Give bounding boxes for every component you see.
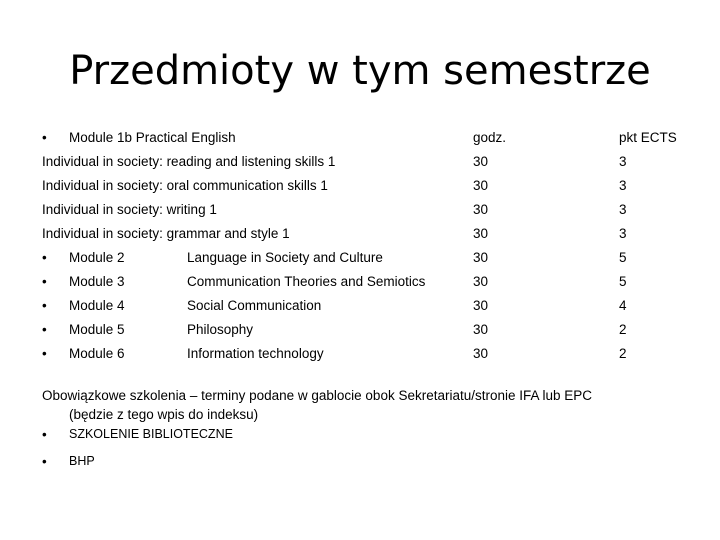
table-row (42, 274, 692, 298)
module-hours: 30 (473, 274, 489, 289)
slide-content (42, 130, 692, 478)
module-ects: 5 (619, 274, 627, 289)
table-row (42, 226, 692, 250)
slide-title: Przedmioty w tym semestrze (69, 48, 651, 94)
module-hours: 30 (473, 250, 489, 265)
module-ects: 2 (619, 346, 627, 361)
list-item (42, 427, 692, 451)
course-ects: 3 (619, 154, 627, 169)
course-ects: 3 (619, 178, 627, 193)
module-ects: 2 (619, 322, 627, 337)
course-name: Individual in society: reading and listening skills 1 (42, 154, 336, 169)
course-hours: 30 (473, 226, 489, 241)
module-label: Module 2 (69, 250, 125, 265)
module-hours: 30 (473, 298, 489, 313)
bullet-icon: • (42, 427, 47, 442)
table-row (42, 178, 692, 202)
hours-column-header: godz. (473, 130, 507, 145)
module-ects: 5 (619, 250, 627, 265)
ects-column-header: pkt ECTS (619, 130, 677, 145)
module-label: Module 6 (69, 346, 125, 361)
table-row (42, 346, 692, 370)
table-row (42, 250, 692, 274)
course-ects: 3 (619, 202, 627, 217)
table-row (42, 322, 692, 346)
module-name: Information technology (187, 346, 324, 361)
course-name: Individual in society: grammar and style 1 (42, 226, 290, 241)
module-hours: 30 (473, 346, 489, 361)
module-name: Communication Theories and Semiotics (187, 274, 426, 289)
bullet-icon: • (42, 322, 47, 337)
module-name: Social Communication (187, 298, 322, 313)
bullet-icon: • (42, 274, 47, 289)
training-item: BHP (69, 454, 95, 468)
mandatory-training-note (42, 386, 692, 424)
course-hours: 30 (473, 178, 489, 193)
bullet-icon: • (42, 298, 47, 313)
module-label: Module 5 (69, 322, 125, 337)
training-item: SZKOLENIE BIBLIOTECZNE (69, 427, 233, 441)
bullet-icon: • (42, 130, 47, 145)
course-hours: 30 (473, 154, 489, 169)
module-name: Philosophy (187, 322, 254, 337)
course-hours: 30 (473, 202, 489, 217)
table-header-row (42, 130, 692, 154)
course-name: Individual in society: writing 1 (42, 202, 217, 217)
course-name: Individual in society: oral communication skills 1 (42, 178, 328, 193)
module-label: Module 3 (69, 274, 125, 289)
note-line-1: Obowiązkowe szkolenia – terminy podane w gablocie obok Sekretariatu/stronie IFA lub EPC (42, 388, 593, 403)
spacer (42, 370, 692, 386)
bullet-icon: • (42, 454, 47, 469)
bullet-icon: • (42, 250, 47, 265)
module-label: Module 4 (69, 298, 125, 313)
note-line-2: (będzie z tego wpis do indeksu) (69, 407, 259, 422)
list-item (42, 454, 692, 478)
course-ects: 3 (619, 226, 627, 241)
table-row (42, 202, 692, 226)
module-1b-label: Module 1b Practical English (69, 130, 236, 145)
table-row (42, 154, 692, 178)
table-row (42, 298, 692, 322)
module-name: Language in Society and Culture (187, 250, 383, 265)
bullet-icon: • (42, 346, 47, 361)
module-ects: 4 (619, 298, 627, 313)
module-hours: 30 (473, 322, 489, 337)
